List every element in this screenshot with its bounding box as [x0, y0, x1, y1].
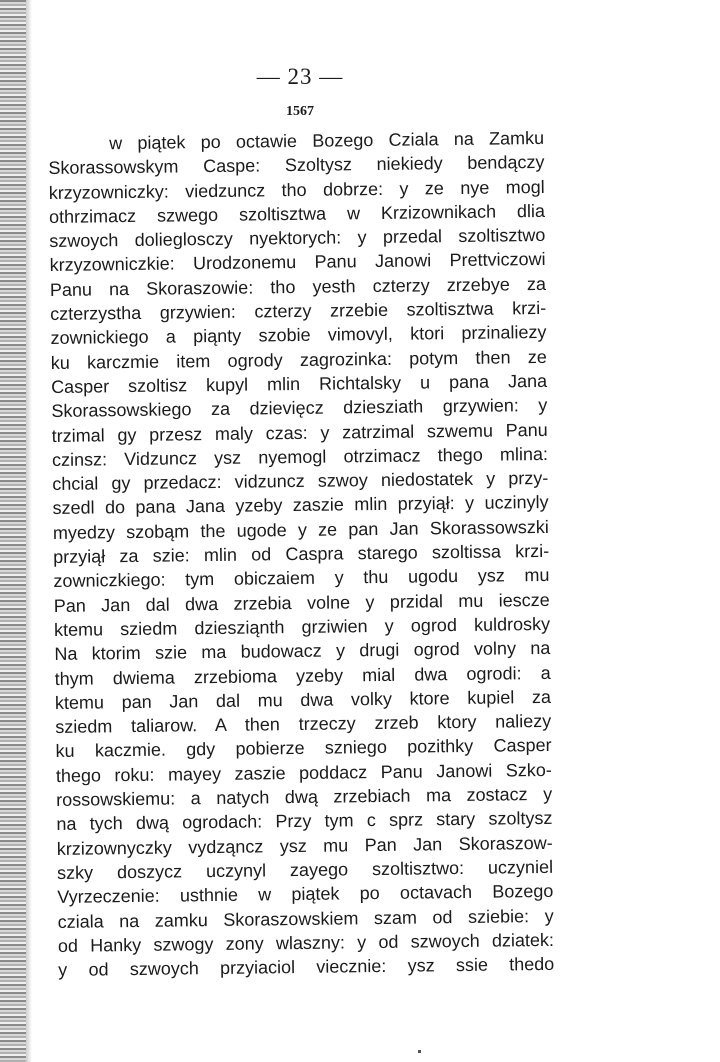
text-line: Panu na Skoraszowie: tho yesth czterzy zrzebye za	[49, 273, 547, 300]
text-line: othrzimacz szwego szoltisztwa w Krzizownikach dlia	[48, 200, 546, 227]
text-line: Skorassowskiego za dzievięcz dziesziath grzywien: y	[51, 395, 548, 422]
text-line: krzizownyczky vydząncz ysz mu Pan Jan Skoraszow-	[56, 832, 553, 859]
text-line: czinsz: Vidzuncz ysz nyemogl otrzimacz thego mlina:	[51, 443, 549, 470]
text-line: przyiął za szie: mlin od Caspra starego szoltissa krzi-	[53, 540, 550, 568]
text-line: y od szwoych przyiaciol viecznie: ysz ssie thedo	[58, 953, 555, 981]
body-text	[48, 126, 554, 982]
text-line: Vyrzeczenie: usthnie w piątek po octavach Bozego	[57, 881, 554, 908]
text-line: myedzy szobąm the ugode y ze pan Jan Skorassowszki	[52, 516, 549, 543]
text-line: ktemu pan Jan dal mu dwa volky ktore kupiel za	[54, 686, 552, 713]
page-number: — 23 —	[256, 64, 344, 89]
print-speck	[418, 1050, 421, 1053]
text-line: sziedm taliarow. A then trzeczy zrzeb ktory naliezy	[55, 711, 552, 738]
text-line: szwoych dolieglosczy nyektorych: y przedal szoltisztwo	[49, 225, 546, 252]
text-line: trzimal gy przesz maly czas: y zatrzimal szwemu Panu	[51, 419, 548, 446]
text-line: rossowskiemu: a natych dwą zrzebiach ma zostacz y	[56, 783, 553, 810]
text-line: thym dwiema zrzebioma yzeby mial dwa ogrodi: a	[54, 662, 551, 689]
text-line: szedl do pana Jana yzeby zaszie mlin przyiął: y uczinyly	[52, 492, 549, 519]
text-line: ktemu sziedm dziesziąnth grziwien y ogrod kuldrosky	[53, 613, 551, 640]
binding-shadow	[26, 0, 32, 1062]
text-line: thego roku: mayey zaszie poddacz Panu Janowi Szko-	[55, 759, 552, 786]
text-line: zownickiego a piąnty szobie vimovyl, ktori przinaliezy	[50, 322, 547, 349]
text-line: Casper szoltisz kupyl mlin Richtalsky u pana Jana	[50, 370, 548, 397]
text-line: cziala na zamku Skoraszowskiem szam od sziebie: y	[57, 905, 554, 932]
text-line: ku kaczmie. gdy pobierze szniego pozithky Casper	[55, 735, 552, 762]
text-line: Na ktorim szie ma budowacz y drugi ogrod volny na	[54, 638, 551, 665]
text-line: krzyzowniczkie: Urodzonemu Panu Janowi Prettviczowi	[49, 249, 546, 276]
text-line: zowniczkiego: tym obiczaiem y thu ugodu ysz mu	[53, 565, 550, 592]
text-line: szky doszycz uczynyl zayego szoltisztwo: uczyniel	[56, 856, 554, 883]
text-line: od Hanky szwogy zony wlaszny: y od szwoych dziatek:	[57, 929, 555, 956]
text-line: krzyzowniczky: viedzuncz tho dobrze: y ze nye mogl	[48, 176, 545, 203]
text-line: Pan Jan dal dwa zrzebia volne y przidal mu iescze	[53, 589, 550, 616]
text-line: w piątek po octawie Bozego Cziala na Zamku	[48, 127, 545, 154]
text-line: na tych dwą ogrodach: Przy tym c sprz stary szoltysz	[56, 808, 553, 835]
book-binding-edge	[0, 0, 26, 1062]
text-line: chcial gy przedacz: vidzuncz szwoy niedostatek y przy-	[52, 468, 549, 495]
year-heading: 1567	[286, 104, 314, 119]
text-line: czterzystha grzywien: czterzy zrzebie szoltisztwa krzi-	[50, 298, 547, 325]
text-line: Skorassowskym Caspe: Szoltysz niekiedy bendączy	[48, 152, 545, 179]
text-line: ku karczmie item ogrody zagrozinka: potym then ze	[50, 346, 547, 373]
